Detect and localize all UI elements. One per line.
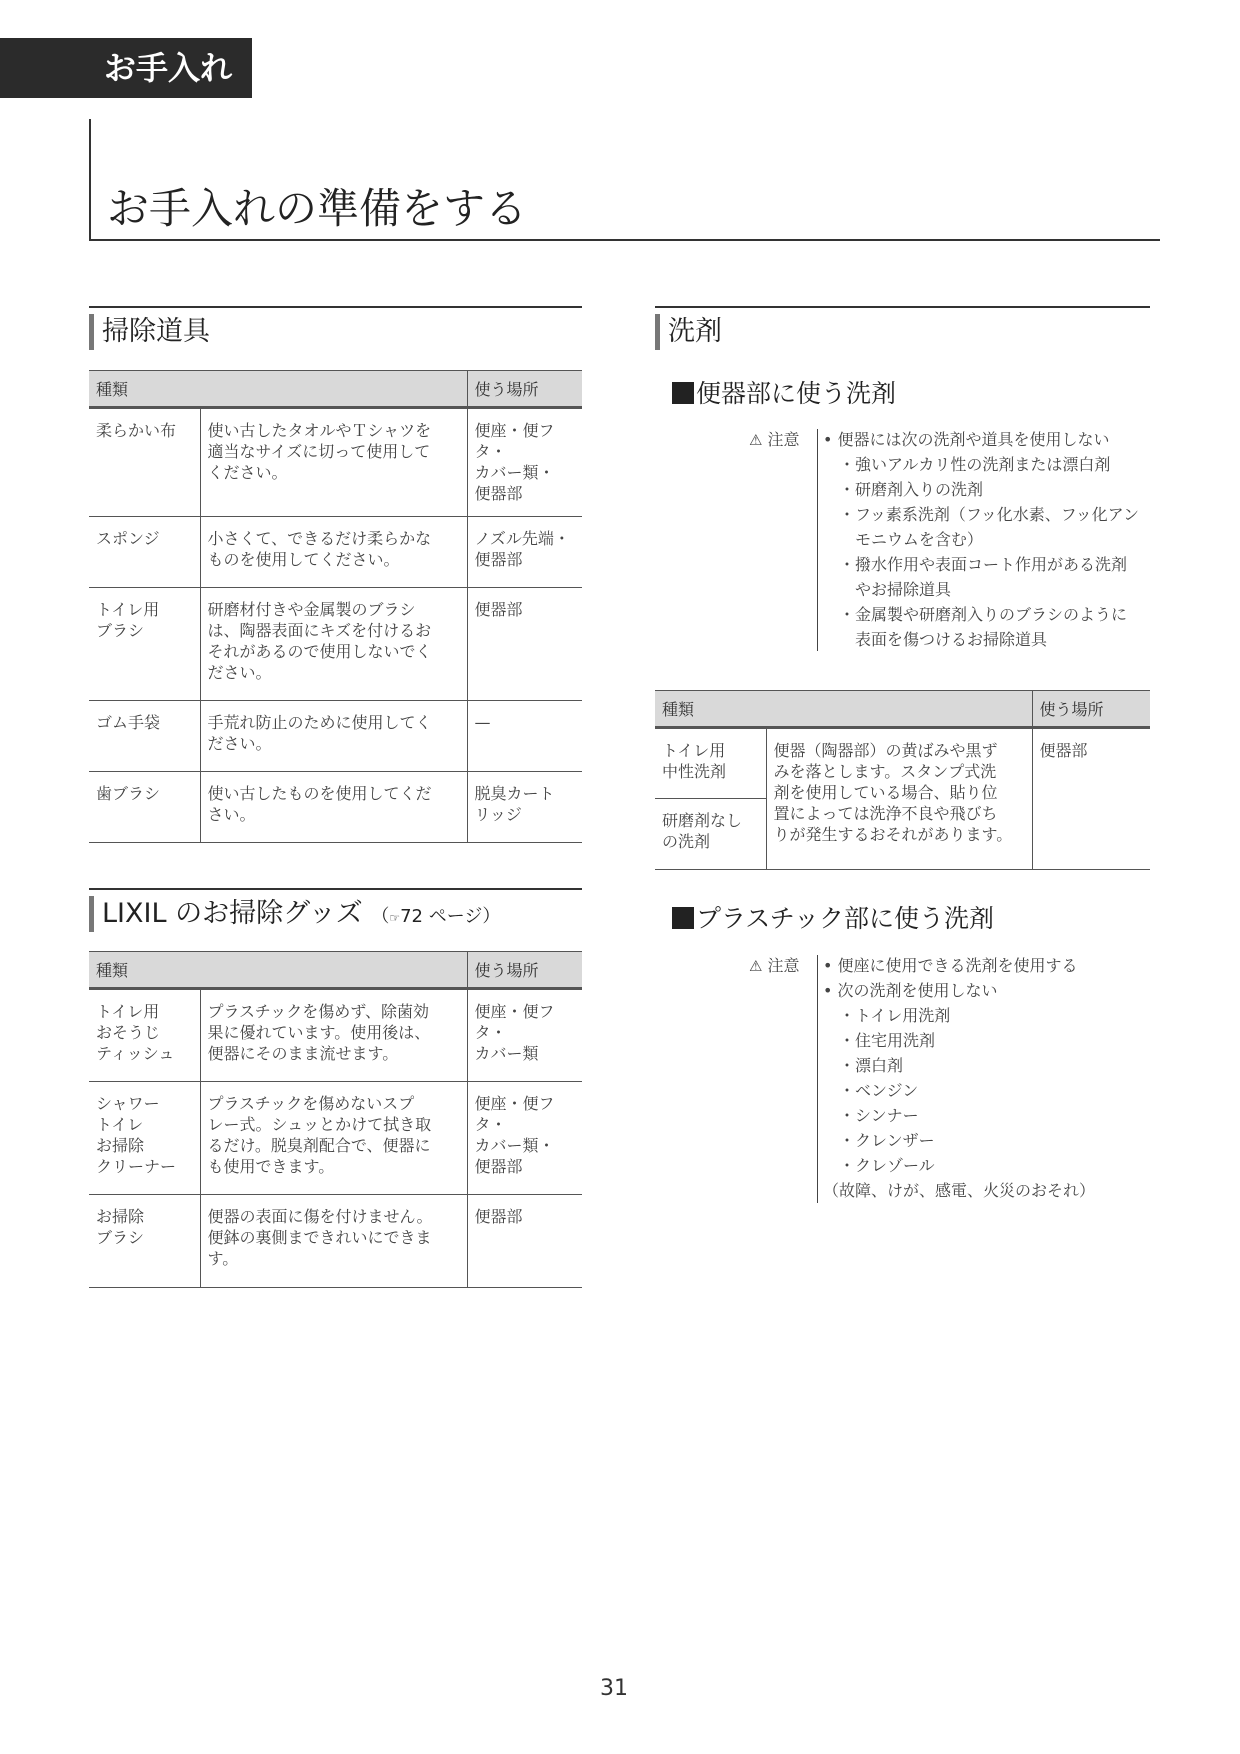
- tool-kind: スポンジ: [89, 517, 200, 588]
- page-title: お手入れの準備をする: [107, 184, 528, 233]
- caution-item: ・金属製や研磨剤入りのブラシのように: [823, 605, 1128, 624]
- goods-kind: シャワー トイレ お掃除 クリーナー: [89, 1082, 200, 1195]
- detergent-heading: [655, 306, 1150, 352]
- goods-description: プラスチックを傷めないスプ レー式。シュッとかけて拭き取 るだけ。脱臭剤配合で、便器に も使用できます。: [200, 1082, 467, 1195]
- caution-item: モニウムを含む）: [823, 530, 983, 549]
- tool-description: 研磨材付きや金属製のブラシ は、陶器表面にキズを付けるお それがあるので使用しないでく ださい。: [200, 588, 467, 701]
- lixil-goods-heading-text: [102, 896, 500, 936]
- detergent-place: 便器部: [1032, 728, 1150, 870]
- bowl-detergent-heading-text: 便器部に使う洗剤: [696, 379, 897, 408]
- table-row: [89, 408, 582, 517]
- caution-item: ・トイレ用洗剤: [823, 1006, 951, 1025]
- warning-triangle-icon: ⚠: [749, 957, 763, 975]
- cleaning-tools-table: [89, 370, 582, 843]
- detergent-heading-text: 洗剤: [668, 316, 722, 347]
- tool-place: 脱臭カート リッジ: [467, 772, 582, 843]
- goods-kind: お掃除 ブラシ: [89, 1195, 200, 1288]
- caution-item: ・強いアルカリ性の洗剤または漂白剤: [823, 455, 1111, 474]
- column-header-kind: 種類: [89, 952, 467, 989]
- tool-description: 使い古したタオルやＴシャツを 適当なサイズに切って使用して ください。: [200, 408, 467, 517]
- caution-item: （故障、けが、感電、火災のおそれ）: [823, 1181, 1096, 1200]
- table-row: [89, 701, 582, 772]
- caution-divider: [817, 429, 818, 651]
- caution-item: • 便器には次の洗剤や道具を使用しない: [823, 430, 1110, 449]
- goods-place: 便座・便フタ・ カバー類: [467, 989, 582, 1082]
- table-row: [89, 1082, 582, 1195]
- table-header-row: [89, 952, 582, 989]
- column-header-place: 使う場所: [467, 952, 582, 989]
- detergent-kind: 研磨剤なし の洗剤: [655, 799, 766, 870]
- plastic-detergent-heading: [672, 899, 994, 935]
- caution-item: • 次の洗剤を使用しない: [823, 981, 998, 1000]
- column-header-place: 使う場所: [467, 371, 582, 408]
- caution-item: ・シンナー: [823, 1106, 919, 1125]
- tool-place: ノズル先端・ 便器部: [467, 517, 582, 588]
- tool-kind: 柔らかい布: [89, 408, 200, 517]
- detergent-description: 便器（陶器部）の黄ばみや黒ず みを落とします。スタンプ式洗 剤を使用している場合、貼り位 置によっては洗浄不良や飛びち りが発生するおそれがあります。: [766, 728, 1032, 870]
- caution-item: ・研磨剤入りの洗剤: [823, 480, 984, 499]
- column-header-kind: 種類: [655, 691, 1032, 728]
- bowl-caution: [749, 427, 1159, 655]
- tool-place: 便座・便フタ・ カバー類・ 便器部: [467, 408, 582, 517]
- cleaning-tools-heading-text: 掃除道具: [102, 316, 210, 347]
- tool-place: —: [467, 701, 582, 772]
- lixil-goods-heading: [89, 888, 582, 934]
- square-bullet-icon: [672, 382, 694, 404]
- bowl-detergent-heading: [672, 374, 896, 410]
- tool-kind: トイレ用 ブラシ: [89, 588, 200, 701]
- tool-place: 便器部: [467, 588, 582, 701]
- page-number: 31: [600, 1676, 628, 1701]
- caution-item: ・撥水作用や表面コート作用がある洗剤: [823, 555, 1128, 574]
- caution-item: • 便座に使用できる洗剤を使用する: [823, 956, 1078, 975]
- tool-description: 小さくて、できるだけ柔らかな ものを使用してください。: [200, 517, 467, 588]
- goods-kind: トイレ用 おそうじ ティッシュ: [89, 989, 200, 1082]
- caution-label-text: 注意: [767, 430, 800, 449]
- column-header-kind: 種類: [89, 371, 467, 408]
- caution-items: [823, 953, 1153, 1203]
- reference-page: 72 ページ: [400, 906, 483, 927]
- caution-item: ・クレンザー: [823, 1131, 935, 1150]
- heading-bar: [89, 314, 94, 350]
- table-row: [89, 588, 582, 701]
- bowl-detergent-table: [655, 690, 1150, 870]
- caution-item: ・ベンジン: [823, 1081, 919, 1100]
- goods-place: 便器部: [467, 1195, 582, 1288]
- lixil-goods-title: LIXIL のお掃除グッズ: [102, 898, 363, 929]
- detergent-kind: トイレ用 中性洗剤: [655, 728, 766, 799]
- caution-item: やお掃除道具: [823, 580, 952, 599]
- caution-item: 表面を傷つけるお掃除道具: [823, 630, 1048, 649]
- plastic-detergent-heading-text: プラスチック部に使う洗剤: [696, 904, 995, 933]
- tool-kind: ゴム手袋: [89, 701, 200, 772]
- table-row: [655, 728, 1150, 799]
- table-row: [89, 772, 582, 843]
- tool-kind: 歯ブラシ: [89, 772, 200, 843]
- table-row: [89, 517, 582, 588]
- heading-bar: [655, 314, 660, 350]
- section-tab: お手入れ: [0, 38, 252, 98]
- table-header-row: [89, 371, 582, 408]
- title-rule-vertical: [89, 119, 91, 240]
- caution-item: ・漂白剤: [823, 1056, 904, 1075]
- heading-bar: [89, 896, 94, 932]
- column-header-place: 使う場所: [1032, 691, 1150, 728]
- goods-place: 便座・便フタ・ カバー類・ 便器部: [467, 1082, 582, 1195]
- caution-item: ・クレゾール: [823, 1156, 935, 1175]
- title-rule-horizontal: [89, 239, 1160, 241]
- lixil-goods-table: [89, 951, 582, 1288]
- plastic-caution: [749, 953, 1159, 1208]
- table-header-row: [655, 691, 1150, 728]
- tool-description: 使い古したものを使用してくだ さい。: [200, 772, 467, 843]
- table-row: [89, 1195, 582, 1288]
- cleaning-tools-heading: [89, 306, 582, 352]
- caution-item: ・住宅用洗剤: [823, 1031, 936, 1050]
- square-bullet-icon: [672, 907, 694, 929]
- warning-triangle-icon: ⚠: [749, 431, 763, 449]
- caution-divider: [817, 955, 818, 1203]
- goods-description: プラスチックを傷めず、除菌効 果に優れています。使用後は、 便器にそのまま流せます。: [200, 989, 467, 1082]
- page-reference: （☞72 ページ）: [371, 906, 501, 927]
- caution-label: [749, 953, 800, 979]
- caution-items: [823, 427, 1153, 652]
- pointing-hand-icon: ☞: [389, 911, 401, 925]
- tool-description: 手荒れ防止のために使用してく ださい。: [200, 701, 467, 772]
- goods-description: 便器の表面に傷を付けません。 便鉢の裏側まできれいにできま す。: [200, 1195, 467, 1288]
- caution-label-text: 注意: [767, 956, 800, 975]
- caution-item: ・フッ素系洗剤（フッ化水素、フッ化アン: [823, 505, 1140, 524]
- caution-label: [749, 427, 800, 453]
- table-row: [89, 989, 582, 1082]
